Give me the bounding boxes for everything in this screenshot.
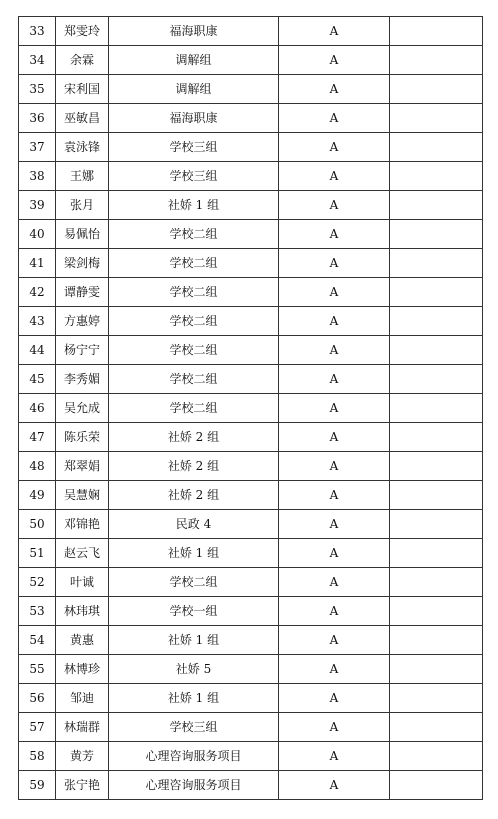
cell-name: 郑翠娟 bbox=[56, 452, 109, 481]
cell-name: 陈乐荣 bbox=[56, 423, 109, 452]
table-row bbox=[19, 75, 483, 104]
cell-unit: 学校二组 bbox=[109, 568, 279, 597]
cell-number: 39 bbox=[19, 191, 56, 220]
table-row bbox=[19, 394, 483, 423]
table-row bbox=[19, 220, 483, 249]
table-row bbox=[19, 684, 483, 713]
cell-number: 46 bbox=[19, 394, 56, 423]
cell-number: 45 bbox=[19, 365, 56, 394]
cell-unit: 心理咨询服务项目 bbox=[109, 742, 279, 771]
cell-grade: A bbox=[279, 568, 390, 597]
cell-unit: 学校二组 bbox=[109, 249, 279, 278]
cell-note bbox=[390, 307, 483, 336]
table-row bbox=[19, 713, 483, 742]
cell-unit: 学校一组 bbox=[109, 597, 279, 626]
cell-grade: A bbox=[279, 771, 390, 800]
table-row bbox=[19, 133, 483, 162]
cell-name: 余霖 bbox=[56, 46, 109, 75]
table-row bbox=[19, 452, 483, 481]
cell-number: 33 bbox=[19, 17, 56, 46]
cell-note bbox=[390, 46, 483, 75]
cell-name: 宋利国 bbox=[56, 75, 109, 104]
cell-unit: 调解组 bbox=[109, 75, 279, 104]
cell-unit: 社娇 1 组 bbox=[109, 684, 279, 713]
cell-grade: A bbox=[279, 133, 390, 162]
cell-grade: A bbox=[279, 742, 390, 771]
table-row bbox=[19, 655, 483, 684]
cell-note bbox=[390, 626, 483, 655]
cell-name: 袁泳锋 bbox=[56, 133, 109, 162]
cell-grade: A bbox=[279, 655, 390, 684]
cell-note bbox=[390, 713, 483, 742]
cell-unit: 学校二组 bbox=[109, 394, 279, 423]
cell-number: 55 bbox=[19, 655, 56, 684]
table-row bbox=[19, 510, 483, 539]
cell-unit: 社娇 1 组 bbox=[109, 539, 279, 568]
cell-number: 44 bbox=[19, 336, 56, 365]
cell-name: 巫敏昌 bbox=[56, 104, 109, 133]
cell-unit: 学校三组 bbox=[109, 162, 279, 191]
roster-table bbox=[18, 16, 483, 800]
table-row bbox=[19, 568, 483, 597]
table-row bbox=[19, 365, 483, 394]
cell-note bbox=[390, 104, 483, 133]
table-row bbox=[19, 423, 483, 452]
cell-grade: A bbox=[279, 597, 390, 626]
cell-grade: A bbox=[279, 17, 390, 46]
table-row bbox=[19, 539, 483, 568]
cell-name: 黄芳 bbox=[56, 742, 109, 771]
cell-unit: 民政 4 bbox=[109, 510, 279, 539]
cell-grade: A bbox=[279, 365, 390, 394]
cell-name: 林博珍 bbox=[56, 655, 109, 684]
cell-grade: A bbox=[279, 249, 390, 278]
cell-number: 59 bbox=[19, 771, 56, 800]
table-row bbox=[19, 307, 483, 336]
table-row bbox=[19, 481, 483, 510]
cell-number: 57 bbox=[19, 713, 56, 742]
cell-grade: A bbox=[279, 626, 390, 655]
cell-note bbox=[390, 249, 483, 278]
cell-note bbox=[390, 423, 483, 452]
cell-grade: A bbox=[279, 713, 390, 742]
cell-name: 黄惠 bbox=[56, 626, 109, 655]
cell-grade: A bbox=[279, 162, 390, 191]
cell-number: 52 bbox=[19, 568, 56, 597]
cell-name: 张宁艳 bbox=[56, 771, 109, 800]
cell-unit: 社娇 1 组 bbox=[109, 191, 279, 220]
cell-grade: A bbox=[279, 278, 390, 307]
cell-name: 邓锦艳 bbox=[56, 510, 109, 539]
table-row bbox=[19, 597, 483, 626]
table-row bbox=[19, 104, 483, 133]
cell-name: 张月 bbox=[56, 191, 109, 220]
cell-name: 吴允成 bbox=[56, 394, 109, 423]
cell-note bbox=[390, 162, 483, 191]
cell-unit: 社娇 2 组 bbox=[109, 452, 279, 481]
cell-unit: 学校三组 bbox=[109, 133, 279, 162]
cell-number: 38 bbox=[19, 162, 56, 191]
cell-note bbox=[390, 220, 483, 249]
roster-table-body bbox=[19, 17, 483, 800]
table-row bbox=[19, 249, 483, 278]
cell-name: 郑雯玲 bbox=[56, 17, 109, 46]
cell-unit: 社娇 5 bbox=[109, 655, 279, 684]
cell-note bbox=[390, 510, 483, 539]
cell-unit: 学校三组 bbox=[109, 713, 279, 742]
cell-grade: A bbox=[279, 539, 390, 568]
table-row bbox=[19, 336, 483, 365]
cell-note bbox=[390, 452, 483, 481]
cell-grade: A bbox=[279, 394, 390, 423]
cell-unit: 学校二组 bbox=[109, 307, 279, 336]
table-row bbox=[19, 771, 483, 800]
cell-grade: A bbox=[279, 46, 390, 75]
cell-grade: A bbox=[279, 220, 390, 249]
cell-number: 42 bbox=[19, 278, 56, 307]
cell-unit: 学校二组 bbox=[109, 278, 279, 307]
cell-name: 杨宁宁 bbox=[56, 336, 109, 365]
cell-note bbox=[390, 17, 483, 46]
cell-grade: A bbox=[279, 307, 390, 336]
cell-note bbox=[390, 75, 483, 104]
cell-number: 51 bbox=[19, 539, 56, 568]
cell-note bbox=[390, 278, 483, 307]
cell-name: 林玮琪 bbox=[56, 597, 109, 626]
cell-name: 谭静雯 bbox=[56, 278, 109, 307]
table-row bbox=[19, 162, 483, 191]
cell-unit: 调解组 bbox=[109, 46, 279, 75]
cell-number: 37 bbox=[19, 133, 56, 162]
cell-name: 易佩怡 bbox=[56, 220, 109, 249]
cell-grade: A bbox=[279, 510, 390, 539]
cell-number: 56 bbox=[19, 684, 56, 713]
cell-number: 49 bbox=[19, 481, 56, 510]
cell-name: 吴慧娴 bbox=[56, 481, 109, 510]
cell-grade: A bbox=[279, 104, 390, 133]
cell-name: 邹迪 bbox=[56, 684, 109, 713]
cell-grade: A bbox=[279, 423, 390, 452]
cell-grade: A bbox=[279, 481, 390, 510]
cell-unit: 心理咨询服务项目 bbox=[109, 771, 279, 800]
cell-unit: 学校二组 bbox=[109, 336, 279, 365]
cell-note bbox=[390, 539, 483, 568]
cell-number: 36 bbox=[19, 104, 56, 133]
cell-number: 50 bbox=[19, 510, 56, 539]
cell-note bbox=[390, 568, 483, 597]
cell-number: 40 bbox=[19, 220, 56, 249]
cell-name: 王娜 bbox=[56, 162, 109, 191]
cell-unit: 学校二组 bbox=[109, 220, 279, 249]
cell-name: 李秀媚 bbox=[56, 365, 109, 394]
cell-number: 47 bbox=[19, 423, 56, 452]
cell-name: 方惠婷 bbox=[56, 307, 109, 336]
cell-name: 梁剑梅 bbox=[56, 249, 109, 278]
cell-name: 林瑞群 bbox=[56, 713, 109, 742]
cell-grade: A bbox=[279, 336, 390, 365]
table-row bbox=[19, 46, 483, 75]
cell-name: 叶诚 bbox=[56, 568, 109, 597]
cell-unit: 学校二组 bbox=[109, 365, 279, 394]
table-row bbox=[19, 626, 483, 655]
cell-note bbox=[390, 597, 483, 626]
cell-note bbox=[390, 655, 483, 684]
cell-note bbox=[390, 684, 483, 713]
cell-note bbox=[390, 481, 483, 510]
cell-unit: 社娇 1 组 bbox=[109, 626, 279, 655]
table-row bbox=[19, 278, 483, 307]
cell-unit: 福海职康 bbox=[109, 17, 279, 46]
cell-note bbox=[390, 742, 483, 771]
cell-number: 34 bbox=[19, 46, 56, 75]
table-row bbox=[19, 17, 483, 46]
table-row bbox=[19, 742, 483, 771]
cell-unit: 社娇 2 组 bbox=[109, 423, 279, 452]
cell-note bbox=[390, 133, 483, 162]
cell-note bbox=[390, 771, 483, 800]
cell-grade: A bbox=[279, 684, 390, 713]
cell-grade: A bbox=[279, 452, 390, 481]
cell-number: 35 bbox=[19, 75, 56, 104]
table-row bbox=[19, 191, 483, 220]
cell-number: 53 bbox=[19, 597, 56, 626]
cell-note bbox=[390, 365, 483, 394]
cell-note bbox=[390, 394, 483, 423]
cell-name: 赵云飞 bbox=[56, 539, 109, 568]
cell-grade: A bbox=[279, 75, 390, 104]
cell-unit: 社娇 2 组 bbox=[109, 481, 279, 510]
cell-number: 54 bbox=[19, 626, 56, 655]
cell-number: 58 bbox=[19, 742, 56, 771]
cell-number: 41 bbox=[19, 249, 56, 278]
cell-note bbox=[390, 191, 483, 220]
cell-note bbox=[390, 336, 483, 365]
cell-unit: 福海职康 bbox=[109, 104, 279, 133]
cell-grade: A bbox=[279, 191, 390, 220]
cell-number: 43 bbox=[19, 307, 56, 336]
cell-number: 48 bbox=[19, 452, 56, 481]
